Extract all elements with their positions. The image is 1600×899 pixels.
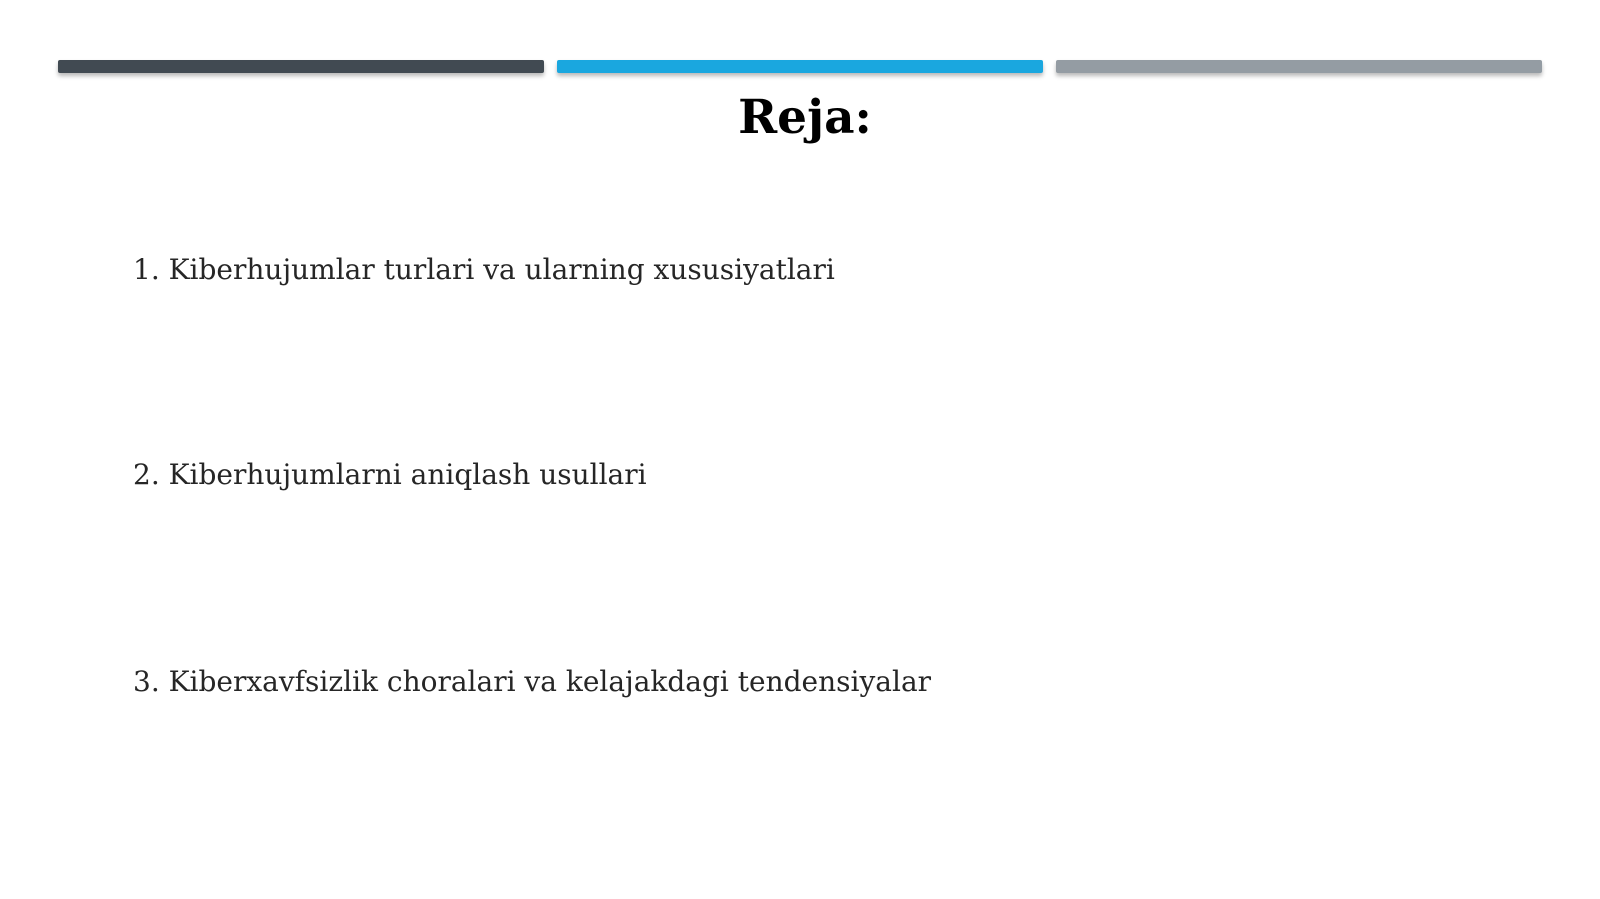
plan-item-number: 2.	[133, 458, 160, 491]
plan-item	[133, 662, 931, 702]
gray-accent-bar	[1056, 60, 1542, 73]
plan-item-number: 3.	[133, 665, 160, 698]
plan-item-number: 1.	[133, 253, 160, 286]
header-bars	[58, 60, 1542, 73]
dark-accent-bar	[58, 60, 544, 73]
blue-accent-bar	[557, 60, 1043, 73]
plan-item-text: Kiberxavfsizlik choralari va kelajakdagi tendensiyalar	[168, 665, 932, 698]
plan-item-text: Kiberhujumlar turlari va ularning xususiyatlari	[168, 253, 835, 286]
plan-item-text: Kiberhujumlarni aniqlash usullari	[168, 458, 647, 491]
slide-title: Reja:	[738, 90, 872, 145]
plan-item	[133, 250, 835, 290]
plan-item	[133, 455, 647, 495]
